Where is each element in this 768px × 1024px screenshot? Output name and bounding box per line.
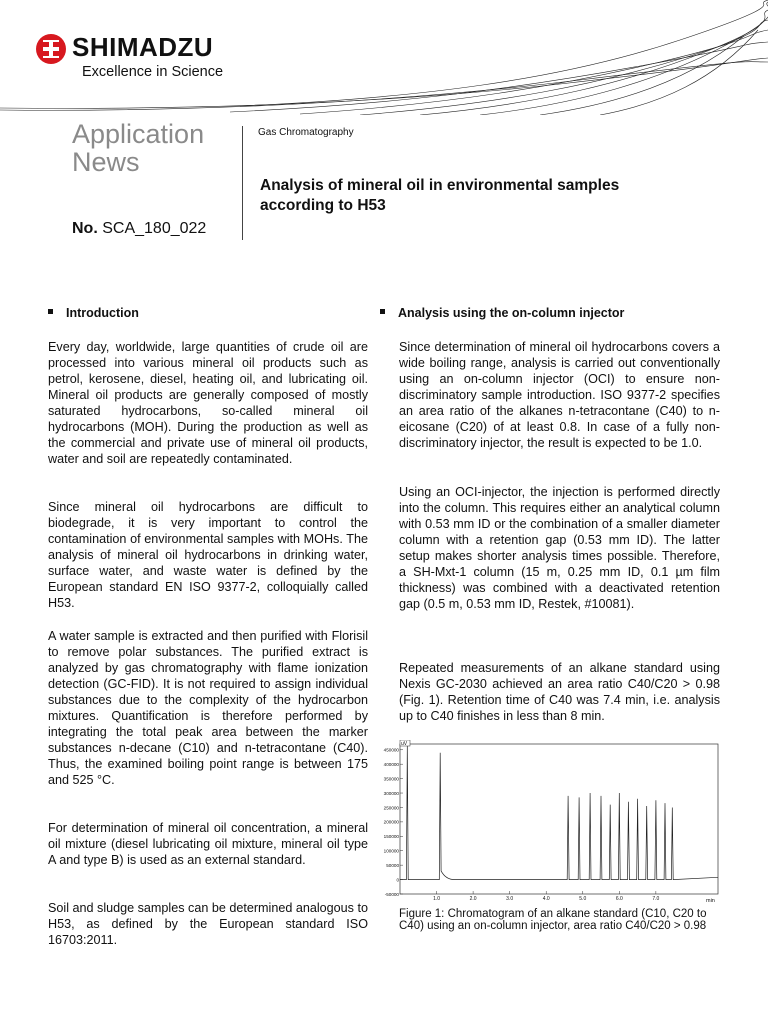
bullet-square-icon (48, 309, 53, 314)
chromatogram-trace (400, 745, 718, 879)
y-tick-label: -50000 (384, 891, 399, 897)
x-tick-label: 1.0 (433, 896, 441, 902)
y-tick-label: 400000 (383, 761, 399, 767)
x-tick-label: 5.0 (579, 896, 587, 902)
chromatogram-chart (376, 740, 722, 906)
section-heading-on-column-injector (380, 306, 720, 320)
brand-logo-text: SHIMADZU (72, 32, 214, 62)
y-tick-label: 450000 (383, 747, 399, 753)
issue-number (72, 220, 206, 238)
paragraph: Soil and sludge samples can be determined analogous to H53, as defined by the European standard ISO 16703:2011. (48, 901, 368, 947)
heading-text: Analysis using the on-column injector (398, 306, 625, 320)
paragraph: Every day, worldwide, large quantities of crude oil are processed into various mineral oil products such as petrol, kerosene, diesel, heating oil, and lubricating oil. Mineral oil products are generally composed of mostly saturated hydrocarbons, so-called mineral oil hydrocarbons (MOH). During the production as well as the commercial and private use of mineral oil products, water and soil are repeatedly contaminated. (48, 340, 368, 466)
section-heading-introduction (48, 306, 368, 320)
plot-frame (400, 744, 718, 894)
issue-label: No. (72, 220, 98, 237)
issue-value: SCA_180_022 (102, 220, 207, 237)
x-tick-label: 2.0 (469, 896, 477, 902)
shimadzu-logo-icon (36, 34, 66, 64)
x-axis-unit: min (706, 898, 715, 904)
article-title (260, 176, 720, 216)
bullet-square-icon (380, 309, 385, 314)
x-tick-label: 4.0 (542, 896, 550, 902)
paragraph: Since mineral oil hydrocarbons are difficult to biodegrade, it is very important to control the contamination of environmental samples with MOHs. The analysis of mineral oil hydrocarbons in drinking water, surface water, and waste water is defined by the European standard EN ISO 9377-2, colloquially called H53. (48, 500, 368, 610)
title-line1: Analysis of mineral oil in environmental samples (260, 177, 620, 194)
y-tick-label: 200000 (383, 819, 399, 825)
paragraph: Using an OCI-injector, the injection is performed directly into the column. This requires either an analytical column with 0.53 mm ID or the combination of a smaller diameter column with a retention gap (0.53 mm ID). The latter setup makes shorter analysis times possible. Therefore, a SH-Mxt-1 column (15 m, 0.25 mm ID, 0.1 µm film thickness) was combined with a deactivated retention gap (0.5 m, 0.53 mm ID, Restek, #10081). (399, 485, 720, 611)
paragraph: Repeated measurements of an alkane standard using Nexis GC-2030 achieved an area ratio C40/C20 > 0.98 (Fig. 1). Retention time of C40 was 7.4 min, i.e. analysis up to C40 finishes in less than 8 min. (399, 661, 720, 723)
title-line2: according to H53 (260, 197, 386, 214)
y-tick-label: 100000 (383, 848, 399, 854)
heading-text: Introduction (66, 306, 139, 320)
paragraph: A water sample is extracted and then purified with Florisil to remove polar substances. The purified extract is analyzed by gas chromatography with flame ionization detection (GC-FID). It is not required to assign individual substances due to the complexity of the hydrocarbon mixtures. Quantification is therefore performed by integrating the total peak area between the marker substances n-decane (C10) and n-tetracontane (C40). Thus, the examined boiling point range is between 175 and 525 °C. (48, 629, 368, 787)
app-news-line2: News (72, 147, 140, 177)
y-tick-label: 0 (396, 877, 399, 883)
y-tick-label: 250000 (383, 805, 399, 811)
category-label: Gas Chromatography (258, 127, 354, 138)
x-tick-label: 3.0 (506, 896, 514, 902)
y-tick-label: 300000 (383, 790, 399, 796)
masthead-divider (242, 126, 243, 240)
y-axis-unit: uV (401, 741, 408, 747)
application-news-label (72, 120, 204, 176)
figure-caption: Figure 1: Chromatogram of an alkane standard (C10, C20 to C40) using an on-column injector, area ratio C40/C20 > 0.98 (399, 908, 707, 932)
y-tick-label: 350000 (383, 776, 399, 782)
paragraph: Since determination of mineral oil hydrocarbons covers a wide boiling range, analysis is carried out conventionally using an on-column injector (OCI) to ensure non-discriminatory sample introduction. ISO 9377-2 specifies an area ratio of the alkanes n-tetracontane (C40) to n-eicosane (C20) of at least 0.8. In case of a fully non-discriminatory injector, the result is expected to be 1.0. (399, 340, 720, 450)
paragraph: For determination of mineral oil concentration, a mineral oil mixture (diesel lubricating oil mixture, mineral oil type A and type B) is used as an external standard. (48, 821, 368, 867)
x-tick-label: 6.0 (615, 896, 623, 902)
brand-tagline: Excellence in Science (82, 64, 224, 80)
x-tick-label: 7.0 (652, 896, 660, 902)
y-tick-label: 50000 (386, 862, 399, 868)
app-news-line1: Application (72, 119, 205, 149)
y-tick-label: 150000 (383, 834, 399, 840)
